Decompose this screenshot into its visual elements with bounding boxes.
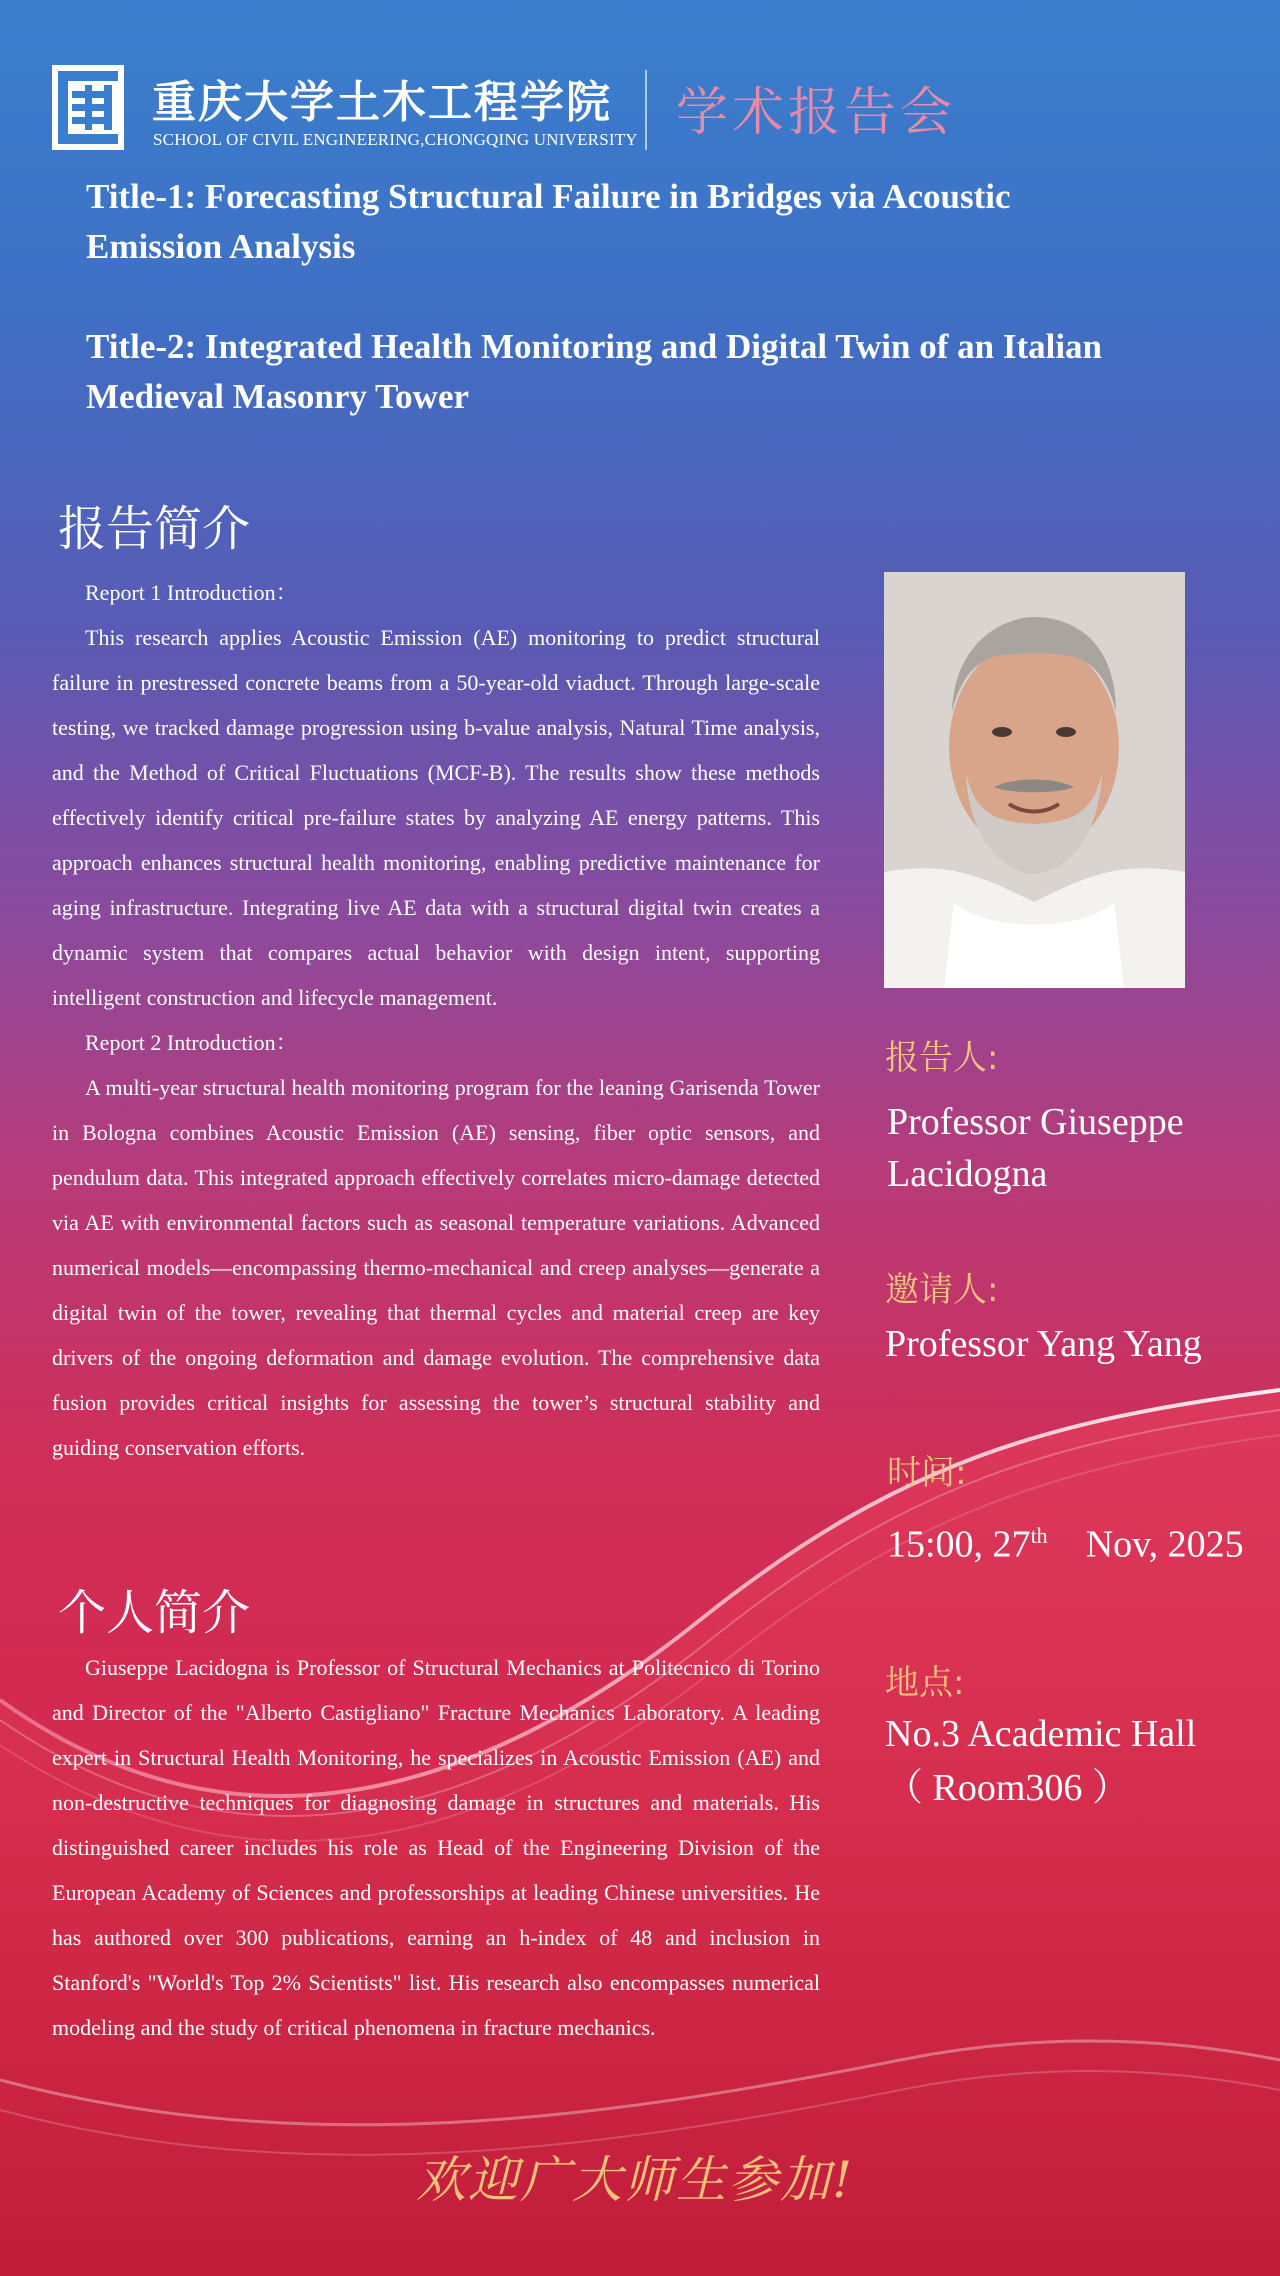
time-ordinal: th: [1030, 1523, 1048, 1548]
bio-body: [52, 1645, 820, 2050]
speaker-label: 报告人:: [885, 1038, 999, 1078]
university-name-cn: 重庆大学土木工程学院: [152, 77, 612, 128]
welcome-message: 欢迎广大师生参加!: [415, 2151, 855, 2209]
time-month-year: Nov, 2025: [1085, 1523, 1244, 1566]
report1-text: This research applies Acoustic Emission (AE) monitoring to predict structural failure in prestressed concrete beams from a 50-year-old viaduct. Through large-scale testing, we tracked damage progression using b-value analysis, Natural Time analysis, and the Method of Critical Fluctuations (MCF-B). The results show these methods effectively identify critical pre-failure states by analyzing AE energy patterns. This approach enhances structural health monitoring, enabling predictive maintenance for aging infrastructure. Integrating live AE data with a structural digital twin creates a dynamic system that compares actual behavior with design intent, supporting intelligent construction and lifecycle management.: [52, 625, 820, 1010]
bio-text: Giuseppe Lacidogna is Professor of Structural Mechanics at Politecnico di Torino and Director of the "Alberto Castigliano" Fracture Mechanics Laboratory. A leading expert in Structural Health Monitoring, he specializes in Acoustic Emission (AE) and non-destructive techniques for diagnosing damage in structures and materials. His distinguished career includes his role as Head of the Engineering Division of the European Academy of Sciences and professorships at leading Chinese universities. He has authored over 300 publications, earning an h-index of 48 and inclusion in Stanford's "World's Top 2% Scientists" list. His research also encompasses numerical modeling and the study of critical phenomena in fracture mechanics.: [52, 1655, 820, 2040]
report-intro-body: [52, 570, 820, 1470]
report2-label: Report 2 Introduction：: [85, 1030, 298, 1055]
speaker-photo: [884, 572, 1185, 988]
time-value: [887, 1510, 1244, 1571]
header-divider: [645, 70, 647, 150]
time-main: 15:00, 27: [887, 1523, 1031, 1566]
university-name-en: SCHOOL OF CIVIL ENGINEERING,CHONGQING UNIVERSITY: [153, 130, 638, 149]
host-name: Professor Yang Yang: [885, 1323, 1202, 1365]
speaker-name-line2: Lacidogna: [887, 1153, 1048, 1195]
report-title-2: Title-2: Integrated Health Monitoring and Digital Twin of an Italian Medieval Masonry Tower: [86, 327, 1103, 416]
host-label: 邀请人:: [885, 1270, 999, 1310]
place-label: 地点:: [885, 1663, 965, 1703]
time-label: 时间:: [887, 1453, 967, 1493]
bio-heading: 个人简介: [58, 1585, 251, 1641]
university-emblem-icon: [58, 71, 118, 144]
report2-text: A multi-year structural health monitoring program for the leaning Garisenda Tower in Bologna combines Acoustic Emission (AE) sensing, fiber optic sensors, and pendulum data. This integrated approach effectively correlates micro-damage detected via AE with environmental factors such as seasonal temperature variations. Advanced numerical models—encompassing thermo-mechanical and creep analyses—generate a digital twin of the tower, revealing that thermal cycles and material creep are key drivers of the ongoing deformation and damage evolution. The comprehensive data fusion provides critical insights for assessing the tower’s structural stability and guiding conservation efforts.: [52, 1075, 820, 1460]
report-title-1: Title-1: Forecasting Structural Failure in Bridges via Acoustic Emission Analysis: [86, 177, 1011, 266]
event-type-title: 学术报告会: [676, 83, 957, 143]
university-logo: [52, 65, 124, 150]
place-line2: （ Room306 ）: [885, 1767, 1130, 1809]
place-line1: No.3 Academic Hall: [885, 1713, 1197, 1755]
report1-label: Report 1 Introduction：: [85, 580, 298, 605]
speaker-name-line1: Professor Giuseppe: [887, 1101, 1184, 1143]
report-intro-heading: 报告简介: [58, 501, 251, 557]
